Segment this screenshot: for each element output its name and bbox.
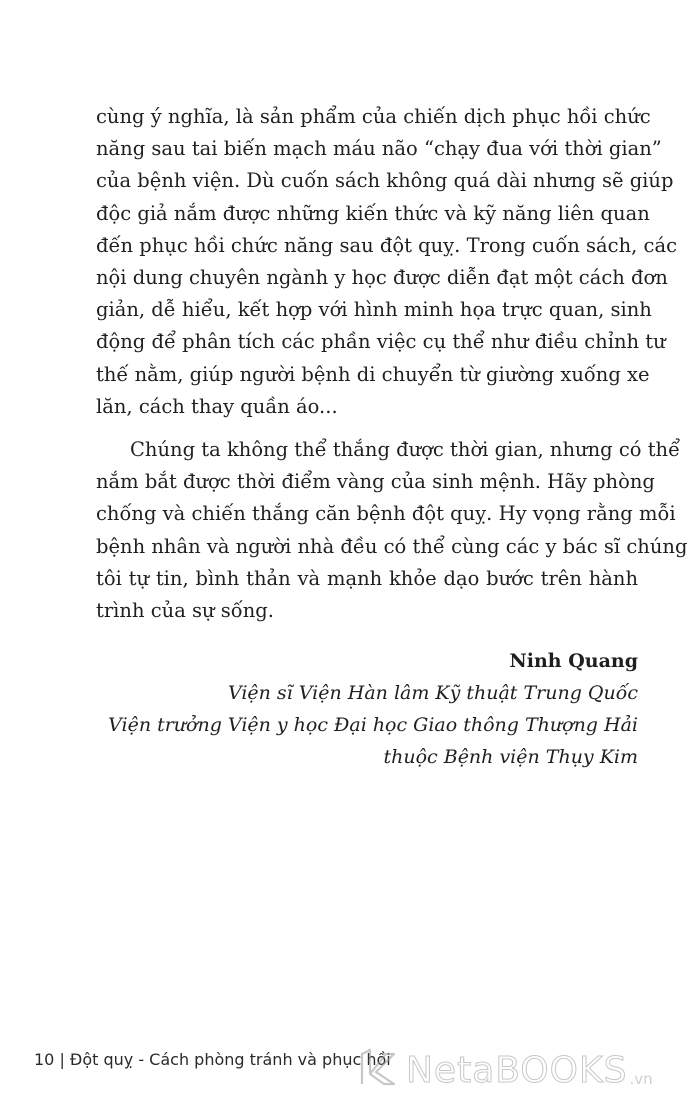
text-line: của bệnh viện. Dù cuốn sách không quá dài nhưng sẽ giúp: [96, 169, 674, 193]
watermark-tld: .vn: [629, 1070, 653, 1088]
text-line: độc giả nắm được những kiến thức và kỹ năng liên quan: [96, 201, 650, 225]
author-signature: [78, 645, 638, 773]
text-line: trình của sự sống.: [96, 598, 274, 622]
paragraph-1: [96, 101, 678, 423]
author-affiliation: thuộc Bệnh viện Thụy Kim: [383, 746, 638, 768]
text-line: giản, dễ hiểu, kết hợp với hình minh họa trực quan, sinh: [96, 298, 652, 322]
text-line: lăn, cách thay quần áo...: [96, 394, 338, 418]
text-line: Chúng ta không thể thắng được thời gian, nhưng có thể: [130, 438, 681, 461]
text-line: bệnh nhân và người nhà đều có thể cùng các y bác sĩ chúng: [96, 534, 688, 558]
text-line: thế nằm, giúp người bệnh di chuyển từ giường xuống xe: [96, 362, 650, 386]
author-title-line: Viện sĩ Viện Hàn lâm Kỹ thuật Trung Quốc: [227, 682, 638, 704]
author-title-line: Viện trưởng Viện y học Đại học Giao thông Thượng Hải: [108, 714, 638, 736]
text-line: nội dung chuyên ngành y học được diễn đạt một cách đơn: [96, 265, 668, 289]
author-name: Ninh Quang: [509, 650, 638, 672]
text-line: động để phân tích các phần việc cụ thể như điều chỉnh tư: [96, 330, 666, 354]
text-line: nắm bắt được thời điểm vàng của sinh mệnh. Hãy phòng: [96, 470, 655, 494]
paragraph-2: [96, 434, 688, 627]
text-line: năng sau tai biến mạch máu não “chạy đua với thời gian”: [96, 137, 662, 161]
text-line: chống và chiến thắng căn bệnh đột quỵ. Hy vọng rằng mỗi: [96, 502, 676, 526]
text-line: tôi tự tin, bình thản và mạnh khỏe dạo bước trên hành: [96, 566, 638, 590]
text-line: cùng ý nghĩa, là sản phẩm của chiến dịch phục hồi chức: [96, 105, 651, 128]
watermark: [358, 1048, 653, 1092]
watermark-text: NetaBOOKS: [406, 1049, 628, 1091]
text-line: đến phục hồi chức năng sau đột quỵ. Trong cuốn sách, các: [96, 233, 678, 257]
page-footer: 10 | Đột quỵ - Cách phòng tránh và phục hồi: [34, 1050, 391, 1069]
netabooks-logo-icon: [358, 1048, 398, 1092]
